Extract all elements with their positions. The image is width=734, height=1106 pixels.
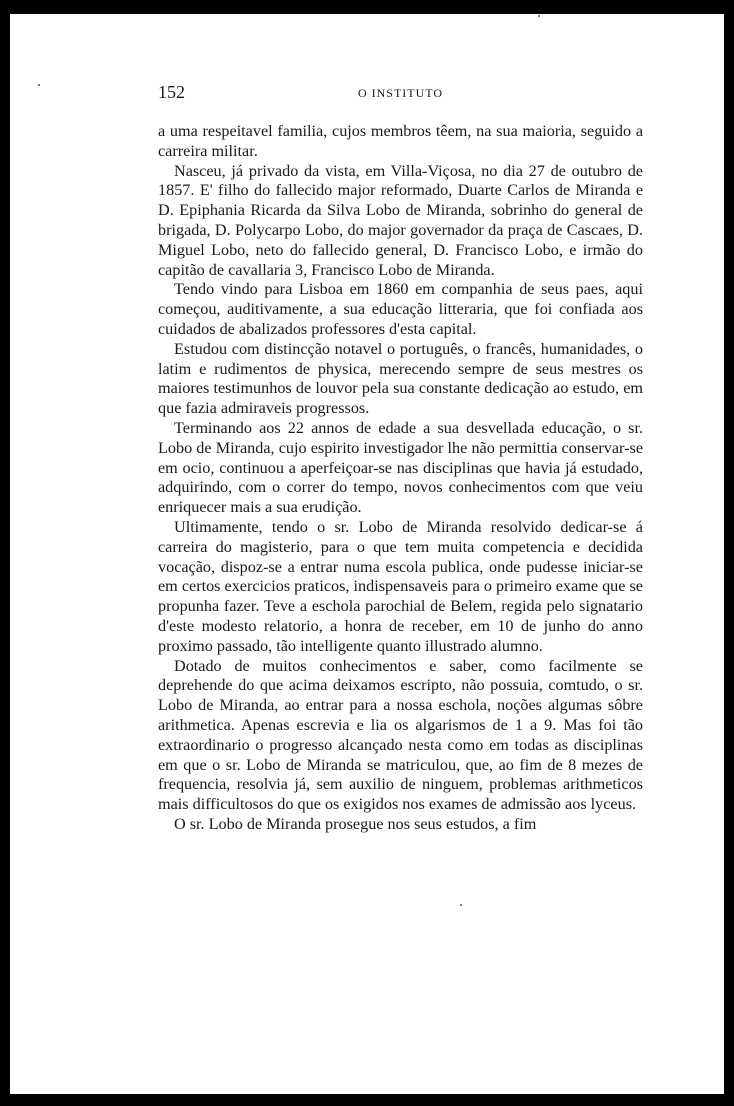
paragraph: Dotado de muitos conhecimentos e saber, como facilmente se deprehende do que acima deixamos escripto, não possuia, comtudo, o sr. Lobo de Miranda, ao entrar para a nossa eschola, noções algumas sôbre arithmetica. Apenas escrevia e lia os algarismos de 1 a 9. Mas foi tão extraordinario o progresso alcançado nesta como em todas as disciplinas em que o sr. Lobo de Miranda se matriculou, que, ao fim de 8 mezes de frequencia, resolvia já, sem auxilio de ninguem, problemas arithmeticos mais difficultosos do que os exigidos nos exames de admissão aos lyceus. bbox=[158, 656, 643, 814]
body-text bbox=[158, 122, 643, 835]
print-speck bbox=[538, 15, 540, 17]
running-title: O INSTITUTO bbox=[357, 86, 444, 100]
paragraph: Terminando aos 22 annos de edade a sua desvellada educação, o sr. Lobo de Miranda, cujo espirito investigador lhe não permittia conservar-se em ocio, continuou a aperfeiçoar-se nas disciplinas que havia já estudado, adquirindo, com o correr do tempo, novos conhecimentos com que veiu enriquecer mais a sua erudição. bbox=[158, 418, 643, 517]
paragraph: Tendo vindo para Lisboa em 1860 em companhia de seus paes, aqui começou, auditivamente, a sua educação litteraria, que foi confiada aos cuidados de abalizados professores d'esta capital. bbox=[158, 280, 643, 338]
print-speck bbox=[460, 904, 462, 906]
page-number: 152 bbox=[158, 82, 185, 102]
paragraph: a uma respeitavel familia, cujos membros têem, na sua maioria, seguido a carreira militar. bbox=[158, 122, 643, 160]
paragraph: O sr. Lobo de Miranda prosegue nos seus estudos, a fim bbox=[174, 814, 537, 833]
paragraph: Ultimamente, tendo o sr. Lobo de Miranda resolvido dedicar-se á carreira do magisterio, para o que tem muita competencia e decidida vocação, dispoz-se a entrar numa escola publica, onde pudesse iniciar-se em certos exercicios praticos, indispensaveis para o primeiro exame que se propunha fazer. Teve a eschola parochial de Belem, regida pelo signatario d'este modesto relatorio, a honra de receber, em 10 de junho do anno proximo passado, tão intelligente quanto illustrado alumno. bbox=[158, 517, 643, 655]
document-page bbox=[10, 14, 724, 1094]
paragraph: Estudou com distincção notavel o português, o francês, humanidades, o latim e rudimentos de physica, merecendo sempre de seus mestres os maiores testimunhos de louvor pela sua constante dedicação ao estudo, em que fazia admiraveis progressos. bbox=[158, 339, 643, 418]
paragraph: Nasceu, já privado da vista, em Villa-Viçosa, no dia 27 de outubro de 1857. E' filho do fallecido major reformado, Duarte Carlos de Miranda e D. Epiphania Ricarda da Silva Lobo de Miranda, sobrinho do general de brigada, D. Polycarpo Lobo, do major governador da praça de Cascaes, D. Miguel Lobo, neto do fallecido general, D. Francisco Lobo, e irmão do capitão de cavallaria 3, Francisco Lobo de Miranda. bbox=[158, 161, 643, 279]
print-speck bbox=[38, 84, 40, 86]
page-header bbox=[158, 82, 643, 106]
